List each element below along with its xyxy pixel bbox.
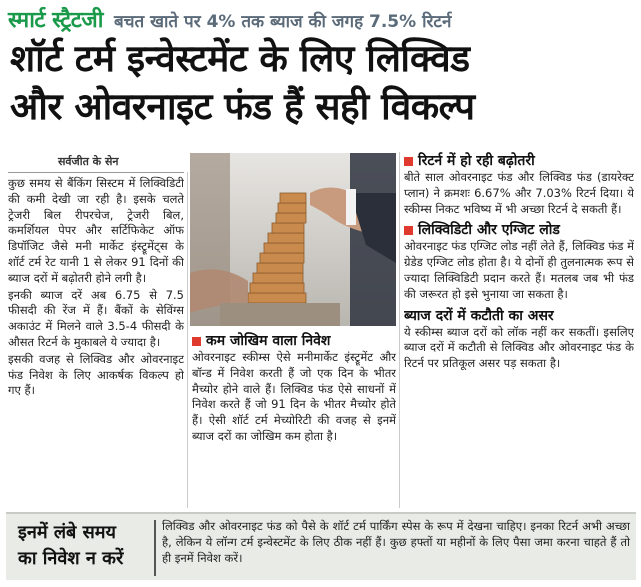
bullet-icon xyxy=(404,157,413,166)
bottom-box-text: लिक्विड और ओवरनाइट फंड को पैसे के शॉर्ट टर्म पार्किंग स्पेस के रूप में देखना चाहिए। इनका रिटर्न अभी अच्छा है, लेकिन ये लॉन्ग टर्म इन्वेस्टमेंट के लिए ठीक नहीं हैं। कुछ हफ्तों या महीनों के लिए पैसा जमा करना चाहते हैं तो ही इनमें निवेश करें। xyxy=(162,519,630,565)
left-para-3: इसकी वजह से लिक्विड और ओवरनाइट फंड निवेश के लिए आकर्षक विकल्प हो गए हैं। xyxy=(8,351,184,398)
left-column xyxy=(8,176,184,510)
right-section-2-text: ओवरनाइट फंड एग्जिट लोड नहीं लेते हैं, लिक्विड फंड में ग्रेडेड एग्जिट लोड होता है। ये दोनों ही तुलनात्मक रूप से ज्यादा लिक्विडिटी प्रदान करते हैं। मतलब जब भी फंड की जरूरत हो इसे भुनाया जा सकता है। xyxy=(404,239,634,301)
right-heading-2-text: लिक्विडिटी और एग्जिट लोड xyxy=(418,222,560,239)
bottom-title-line-2: का निवेश न करें xyxy=(18,548,124,569)
bottom-box-separator xyxy=(154,520,156,576)
left-para-1: कुछ समय से बैंकिंग सिस्टम में लिक्विडिटी की कमी देखी जा रही है। इसके चलते ट्रेजरी बिल रीपरचेज, ट्रेजरी बिल, कमर्शियल पेपर और सर्टिफिकेट ऑफ डिपॉजिट जैसे मनी मार्केट इंस्ट्रूमेंट्स के शॉर्ट टर्म रेट यानी 1 से लेकर 91 दिनों की ब्याज दरों में बढ़ोतरी होने लगी है। xyxy=(8,176,184,285)
column-divider-left xyxy=(187,172,188,508)
kicker xyxy=(8,4,636,34)
jenga-photo xyxy=(190,153,396,326)
right-section-3-heading xyxy=(404,307,634,325)
headline xyxy=(10,34,630,130)
headline-line-2: और ओवरनाइट फंड हैं सही विकल्प xyxy=(10,84,475,128)
column-divider-right xyxy=(399,152,400,508)
byline-rule xyxy=(8,172,184,173)
jenga-tower-hand-icon xyxy=(190,153,396,326)
bullet-icon xyxy=(192,337,201,346)
headline-line-1: शॉर्ट टर्म इन्वेस्टमेंट के लिए लिक्विड xyxy=(10,36,470,80)
middle-section-text: ओवरनाइट स्कीम्स ऐसे मनीमार्केट इंस्ट्रूमेंट और बॉन्ड में निवेश करती हैं जो एक दिन के भीतर मैच्योर होने वाले हैं। लिक्विड फंड ऐसे साधनों में निवेश करते हैं जो 91 दिन के भीतर मैच्योर होते हैं। ऐसी शॉर्ट टर्म मेच्योरिटी की वजह से इनमें ब्याज दरों का जोखिम कम होता है। xyxy=(192,350,396,443)
right-section-1-heading xyxy=(404,152,634,170)
right-section-3-text: ये स्कीम्स ब्याज दरों को लॉक नहीं कर सकतीं। इसलिए ब्याज दरों में कटौती से लिक्विड और ओवरनाइट फंड के रिटर्न पर प्रतिकूल असर पड़ सकता है। xyxy=(404,324,634,371)
left-para-2: इनकी ब्याज दरें अब 6.75 से 7.5 फीसदी की रेंज में हैं। बैंकों के सेविंग्स अकाउंट में मिलने वाले 3.5-4 फीसदी के औसत रिटर्न के मुकाबले ये ज्यादा है। xyxy=(8,287,184,349)
middle-section xyxy=(192,332,396,510)
kicker-brand: स्मार्ट स्ट्रैटजी xyxy=(8,8,103,33)
middle-heading-text: कम जोखिम वाला निवेश xyxy=(206,333,331,349)
bottom-box-title xyxy=(18,520,146,572)
byline: सर्वजीत के सेन xyxy=(58,155,119,168)
kicker-subtitle: बचत खाते पर 4% तक ब्याज की जगह 7.5% रिटर्न xyxy=(114,12,452,32)
right-heading-3-text: ब्याज दरों में कटौती का असर xyxy=(404,307,554,324)
right-heading-1-text: रिटर्न में हो रही बढ़ोतरी xyxy=(418,153,535,169)
bullet-icon xyxy=(404,226,413,235)
bottom-title-line-1: इनमें लंबे समय xyxy=(18,522,116,543)
bottom-advice-box xyxy=(6,512,636,580)
right-section-1-text: बीते साल ओवरनाइट फंड और लिक्विड फंड (डायरेक्ट प्लान) ने क्रमशः 6.67% और 7.03% रिटर्न दिया। ये स्कीम्स निकट भविष्य में भी अच्छा रिटर्न दे सकती हैं। xyxy=(404,170,634,216)
right-section-2-heading xyxy=(404,221,634,239)
right-column xyxy=(404,152,634,508)
middle-section-heading xyxy=(192,332,396,350)
